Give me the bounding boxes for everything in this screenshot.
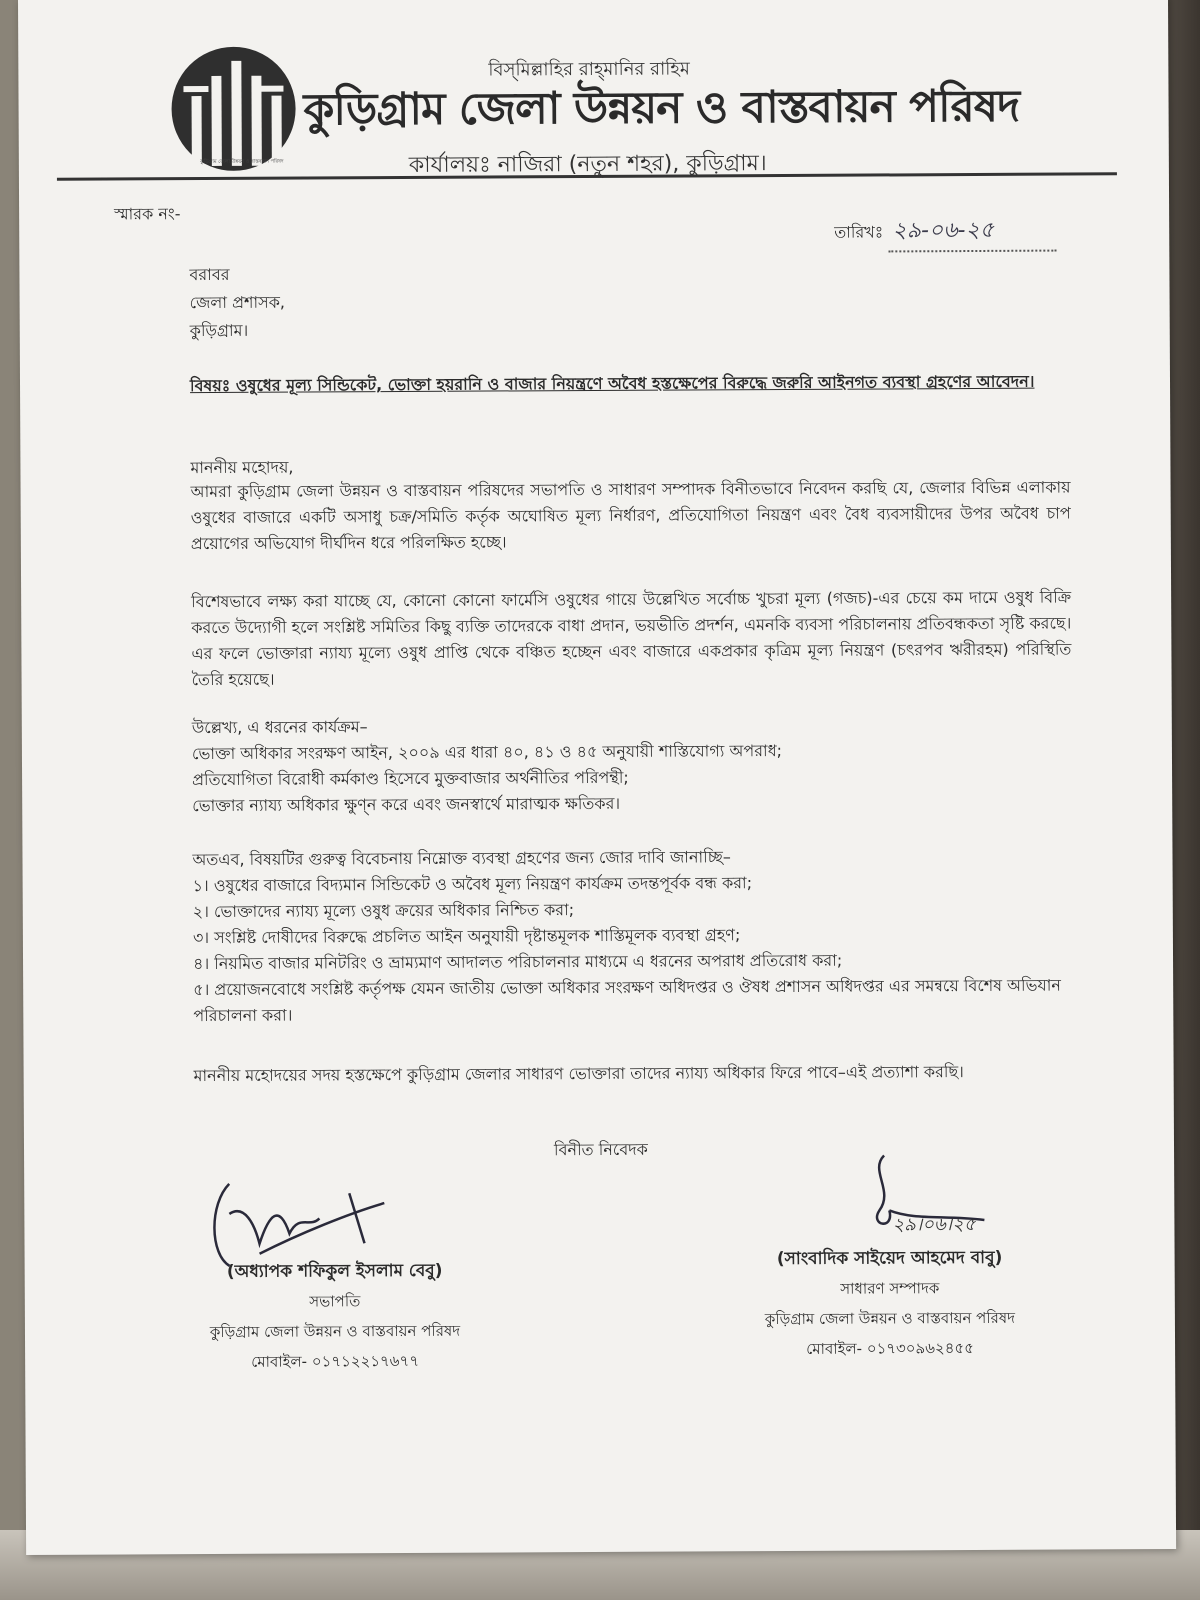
date-label: তারিখঃ: [834, 222, 884, 242]
signatory-name: (সাংবাদিক সাইয়েদ আহমেদ বাবু): [776, 1247, 1003, 1270]
memo-number-label: স্মারক নং-: [114, 204, 181, 224]
recipient-block: [189, 261, 285, 345]
date-field: [834, 213, 1056, 253]
signatory-right: [725, 1243, 1056, 1365]
organization-title: কুড়িগ্রাম জেলা উন্নয়ন ও বাস্তবায়ন পরিষদ: [303, 80, 1020, 136]
demand-item: ৫। প্রয়োজনবোধে সংশ্লিষ্ট কর্তৃপক্ষ যেমন জাতীয় ভোক্তা অধিকার সংরক্ষণ অধিদপ্তর ও ঔষধ প্রশাসন অধিদপ্তর এর সমন্বয়ে বিশেষ অভিযান পরিচালনা করা।: [193, 975, 1061, 1026]
signatory-title: সাধারণ সম্পাদক: [840, 1279, 940, 1298]
demand-item: ৩। সংশ্লিষ্ট দোষীদের বিরুদ্ধে প্রচলিত আইন অনুযায়ী দৃষ্টান্তমূলক শাস্তিমূলক ব্যবস্থা গ্রহণ;: [192, 925, 741, 948]
recipient-line: জেলা প্রশাসক,: [189, 292, 285, 313]
demand-item: ১। ওষুধের বাজারে বিদ্যমান সিন্ডিকেট ও অবৈধ মূল্য নিয়ন্ত্রণ কার্যক্রম তদন্তপূর্বক বন্ধ করা;: [192, 873, 753, 896]
signatory-name: (অধ্যাপক শফিকুল ইসলাম বেবু): [226, 1260, 443, 1282]
organization-logo-icon: [163, 40, 314, 171]
signatory-org: কুড়িগ্রাম জেলা উন্নয়ন ও বাস্তবায়ন পরিষদ: [764, 1308, 1016, 1329]
notable-item: ভোক্তা অধিকার সংরক্ষণ আইন, ২০০৯ এর ধারা ৪০, ৪১ ও ৪৫ অনুযায়ী শাস্তিযোগ্য অপরাধ;: [191, 741, 783, 764]
signatory-mobile: মোবাইল- ০১৭১২২১৭৬৭৭: [251, 1351, 420, 1371]
demands-intro: অতএব, বিষয়টির গুরুত্ব বিবেচনায় নিম্নোক্ত ব্যবস্থা গ্রহণের জন্য জোর দাবি জানাচ্ছি–: [192, 847, 731, 870]
salutation: মাননীয় মহোদয়,: [190, 457, 294, 478]
signature-date: ২৯।০৬।২৫: [892, 1214, 976, 1236]
logo-caption: কুড়িগ্রাম জেলা উন্নয়ন ও বাস্তবায়ন পরিষদ: [200, 158, 284, 166]
signatory-left: [175, 1256, 496, 1378]
sign-off: বিনীত নিবেদক: [553, 1139, 648, 1160]
recipient-line: বরাবর: [189, 264, 230, 285]
office-address: কার্যালয়ঃ নাজিরা (নতুন শহর), কুড়িগ্রাম।: [408, 151, 767, 178]
demand-item: ৪। নিয়মিত বাজার মনিটরিং ও ভ্রাম্যমাণ আদালত পরিচালনার মাধ্যমে এ ধরনের অপরাধ প্রতিরোধ করা;: [192, 950, 843, 974]
signatory-mobile: মোবাইল- ০১৭৩০৯৬২৪৫৫: [806, 1339, 975, 1358]
signatory-org: কুড়িগ্রাম জেলা উন্নয়ন ও বাস্তবায়ন পরিষদ: [209, 1321, 461, 1342]
body-paragraph: বিশেষভাবে লক্ষ্য করা যাচ্ছে যে, কোনো কোনো ফার্মেসি ওষুধের গায়ে উল্লেখিত সর্বোচ্চ খুচরা মূল্য (গজচ)-এর চেয়ে কম দামে ওষুধ বিক্রি করতে উদ্যোগী হলে সংশ্লিষ্ট সমিতির কিছু ব্যক্তি তাদেরকে বাধা প্রদান, ভয়ভীতি প্রদর্শন, এমনকি ব্যবসা পরিচালনায় প্রতিবন্ধকতা সৃষ্টি করছে। এর ফলে ভোক্তারা ন্যায্য মূল্যে ওষুধ প্রাপ্তি থেকে বঞ্চিত হচ্ছেন এবং বাজারে একপ্রকার কৃত্রিম মূল্য নিয়ন্ত্রণ (চৎরপব ঋরীরহম) পরিস্থিতি তৈরি হয়েছে।: [191, 587, 1072, 690]
letter-sheet: [18, 0, 1176, 1555]
notable-item: ভোক্তার ন্যায্য অধিকার ক্ষুণ্ন করে এবং জনস্বার্থে মারাত্মক ক্ষতিকর।: [192, 793, 621, 816]
notable-item: প্রতিযোগিতা বিরোধী কর্মকাণ্ড হিসেবে মুক্তবাজার অর্থনীতির পরিপন্থী;: [192, 767, 629, 790]
demands-section: [192, 842, 1073, 1029]
bismillah-line: বিস্‌মিল্লাহির রাহ্‌মানির রাহিম: [488, 58, 690, 81]
demand-item: ২। ভোক্তাদের ন্যায্য মূল্যে ওষুধ ক্রয়ের অধিকার নিশ্চিত করা;: [192, 900, 575, 922]
notable-intro: উল্লেখ্য, এ ধরনের কার্যক্রম–: [191, 717, 368, 738]
body-paragraph: আমরা কুড়িগ্রাম জেলা উন্নয়ন ও বাস্তবায়ন পরিষদের সভাপতি ও সাধারণ সম্পাদক বিনীতভাবে নিবেদন করছি যে, জেলার বিভিন্ন এলাকায় ওষুধের বাজারে একটি অসাধু চক্র/সমিতি কর্তৃক অঘোষিত মূল্য নির্ধারণ, প্রতিযোগিতা নিয়ন্ত্রণ এবং বৈধ ব্যবসায়ীদের উপর অবৈধ চাপ প্রয়োগের অভিযোগ দীর্ঘদিন ধরে পরিলক্ষিত হচ্ছে।: [190, 477, 1071, 554]
signatory-title: সভাপতি: [309, 1292, 361, 1311]
subject-line: বিষয়ঃ ওষুধের মূল্য সিন্ডিকেট, ভোক্তা হয়রানি ও বাজার নিয়ন্ত্রণে অবৈধ হস্তক্ষেপের বিরুদ্ধে জরুরি আইনগত ব্যবস্থা গ্রহণের আবেদন।: [189, 371, 1035, 396]
closing-line: মাননীয় মহোদয়ের সদয় হস্তক্ষেপে কুড়িগ্রাম জেলার সাধারণ ভোক্তারা তাদের ন্যায্য অধিকার ফিরে পাবে–এই প্রত্যাশা করছি।: [193, 1062, 964, 1086]
recipient-line: কুড়িগ্রাম।: [189, 320, 249, 341]
notable-section: [192, 710, 1073, 819]
date-value: ২৯-০৬-২৫: [888, 213, 1056, 253]
